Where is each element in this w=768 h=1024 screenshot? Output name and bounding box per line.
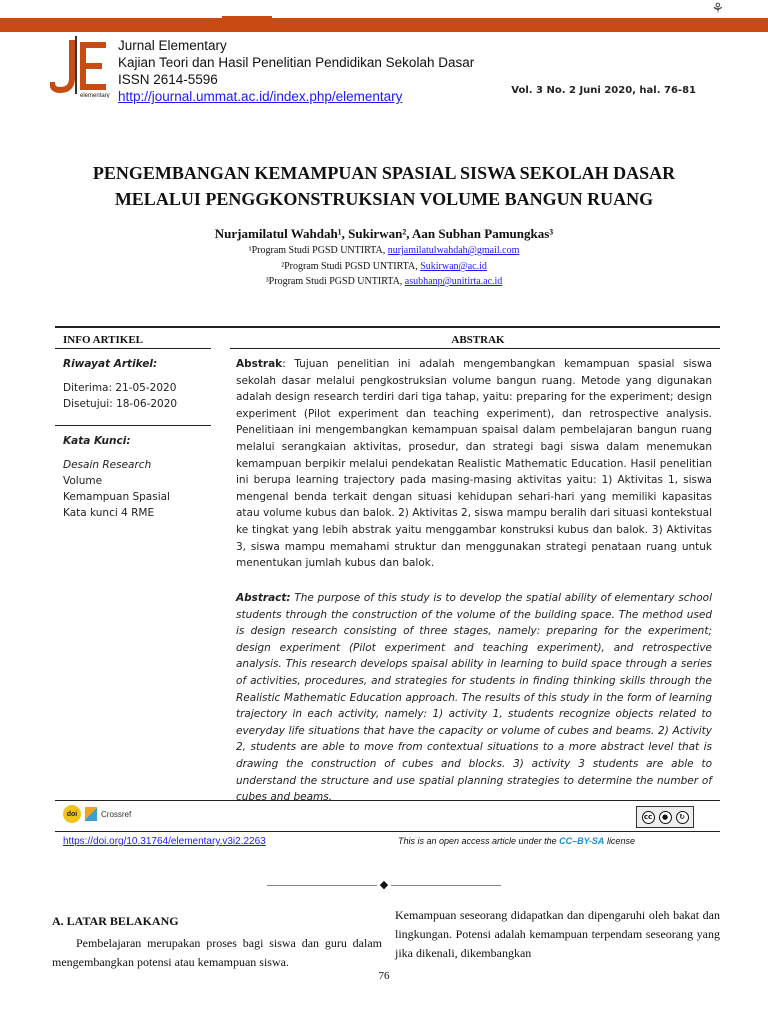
keyword-item: Kemampuan Spasial	[63, 491, 170, 503]
cc-icon: cc	[642, 811, 655, 824]
keywords-block	[63, 433, 170, 521]
page-number: 76	[378, 970, 390, 982]
keyword-item: Desain Research	[63, 459, 152, 471]
top-header-band	[0, 0, 768, 32]
info-divider	[55, 425, 211, 426]
license-link[interactable]: CC–BY-SA	[559, 836, 605, 846]
author-email-link[interactable]: asubhanp@unitirta.ac.id	[404, 276, 503, 287]
abstract-id-text: : Tujuan penelitian ini adalah mengembangkan kemampuan spasial siswa sekolah dasar melalui pengkostruksian volume bangun ruang. Metode yang digunakan adalah design research terdiri dari tiga tahap, yaitu: preparing for the experiment; design experiment (Pilot experiment dan teaching experiment), dan retrospective analysis. Penelitiaan ini mengembangkan kemampuan spaisal dalam pembelajaran bangun ruang melalui serangkaian aktivitas, prosedur, dan strategi bagi siswa dalam menemukan kemampuan berpikir melalui pendekatan Realistic Mathematic Education. Hasil penelitian ini berupa learning trajectory pada masing-masing aktivitas yaitu: 1) Aktivitas 1, siswa mengenal benda terkait dengan situasi kehidupan sehari-hari yang memiliki kapasitas atau volume kubus dan balok. 2) Aktivitas 2, siswa mampu beralih dari situasi kontekstual ke tingkat yang lebih abstrak yaitu menggambar konstruksi kubus dan balok. 3) Aktivitas 3, siswa mampu memahami struktur dan menggunakan strategi penataan ruang untuk menentukan jumlah kubus dan balok.	[236, 358, 712, 570]
abstract-id-label: Abstrak	[236, 358, 283, 370]
author-email-link[interactable]: Sukirwan@ac.id	[420, 261, 487, 272]
received-date: Diterima: 21-05-2020	[63, 382, 177, 394]
abstract-english	[236, 590, 712, 806]
abstract-indonesian	[236, 356, 712, 572]
body-left-column: Pembelajaran merupakan proses bagi siswa dan guru dalam mengembangkan potensi atau kemampuan siswa.	[52, 936, 382, 969]
affiliation-3: ³Program Studi PGSD UNTIRTA, asubhanp@unitirta.ac.id	[265, 276, 503, 287]
by-icon: ●	[659, 811, 672, 824]
accepted-date: Disetujui: 18-06-2020	[63, 398, 178, 410]
journal-url-link[interactable]: http://journal.ummat.ac.id/index.php/elementary	[118, 89, 403, 104]
body-right-column: Kemampuan seseorang didapatkan dan dipengaruhi oleh bakat dan lingkungan. Potensi adalah kemampuan terpendam seseorang yang jika dikenali, dikembangkan	[395, 908, 720, 960]
affiliation-1: ¹Program Studi PGSD UNTIRTA, nurjamilatulwahdah@gmail.com	[248, 245, 520, 256]
license-note: This is an open access article under the CC–BY-SA license	[398, 836, 635, 846]
journal-logo	[50, 34, 112, 98]
crossref-label: Crossref	[101, 809, 132, 819]
journal-issn: ISSN 2614-5596	[118, 72, 218, 87]
journal-info	[118, 37, 474, 105]
doi-link[interactable]: https://doi.org/10.31764/elementary.v3i2.2263	[63, 836, 266, 847]
doi-badge-icon: doi	[63, 805, 81, 823]
volume-info: Vol. 3 No. 2 Juni 2020, hal. 76-81	[511, 85, 696, 96]
header-color-band	[0, 18, 768, 32]
section-separator: —————————— ◆ ——————————	[267, 879, 501, 891]
keyword-item: Volume	[63, 475, 103, 487]
keyword-item: Kata kunci 4 RME	[63, 507, 155, 519]
section-heading: A. LATAR BELAKANG	[52, 914, 179, 928]
author-email-link[interactable]: nurjamilatulwahdah@gmail.com	[387, 245, 520, 256]
abstract-heading: ABSTRAK	[451, 334, 505, 346]
title-line-2: MELALUI PENGGKONSTRUKSIAN VOLUME BANGUN RUANG	[114, 189, 654, 209]
info-heading: INFO ARTIKEL	[63, 334, 143, 346]
affiliation-2: ²Program Studi PGSD UNTIRTA, Sukirwan@ac.id	[281, 261, 487, 272]
journal-subtitle: Kajian Teori dan Hasil Penelitian Pendidikan Sekolah Dasar	[118, 55, 475, 70]
abstract-en-text: The purpose of this study is to develop the spatial ability of elementary school students through the construction of the volume of the building space. The method used is design research consisting of three stages, namely: preparing for the experiment; design experiment (Pilot experiment and teaching experiment), and retrospective analysis. This research develops spaisal ability in learning to build space through a series of activities, procedures, and strategies for students in finding thinking skills through the Realistic Mathematic Education approach. The results of this study in the form of learning trajectory in each activity, namely: 1) activity 1, students recognize objects related to everyday life situations that have the capacity or volume of cubes and beams. 2) Activity 2, students are able to move from contextual situations to a more abstract level that is drawing the construction of cubes and blocks. 3) activity 3 students are able to understand the structure and use spatial planning strategies to determine the number of cubes and beams.	[236, 592, 712, 804]
keywords-label: Kata Kunci:	[63, 435, 131, 447]
doi-rule	[55, 831, 720, 832]
paper-title	[0, 160, 768, 212]
info-rule	[55, 348, 211, 349]
top-rule	[55, 326, 720, 328]
history-block	[63, 356, 177, 412]
crossref-icon	[85, 807, 97, 821]
history-label: Riwayat Artikel:	[63, 358, 158, 370]
crossref-logo	[63, 805, 131, 823]
journal-name: Jurnal Elementary	[118, 38, 227, 53]
author-list: Nurjamilatul Wahdah¹, Sukirwan², Aan Subhan Pamungkas³	[214, 226, 554, 241]
svg-text:elementary: elementary	[80, 93, 110, 98]
title-line-1: PENGEMBANGAN KEMAMPUAN SPASIAL SISWA SEKOLAH DASAR	[92, 163, 676, 183]
tree-icon: ⚘	[711, 1, 724, 17]
cc-license-badge[interactable]	[636, 806, 694, 828]
sa-icon: ↻	[676, 811, 689, 824]
abstract-en-label: Abstract:	[236, 592, 291, 604]
abstract-rule	[230, 348, 720, 349]
